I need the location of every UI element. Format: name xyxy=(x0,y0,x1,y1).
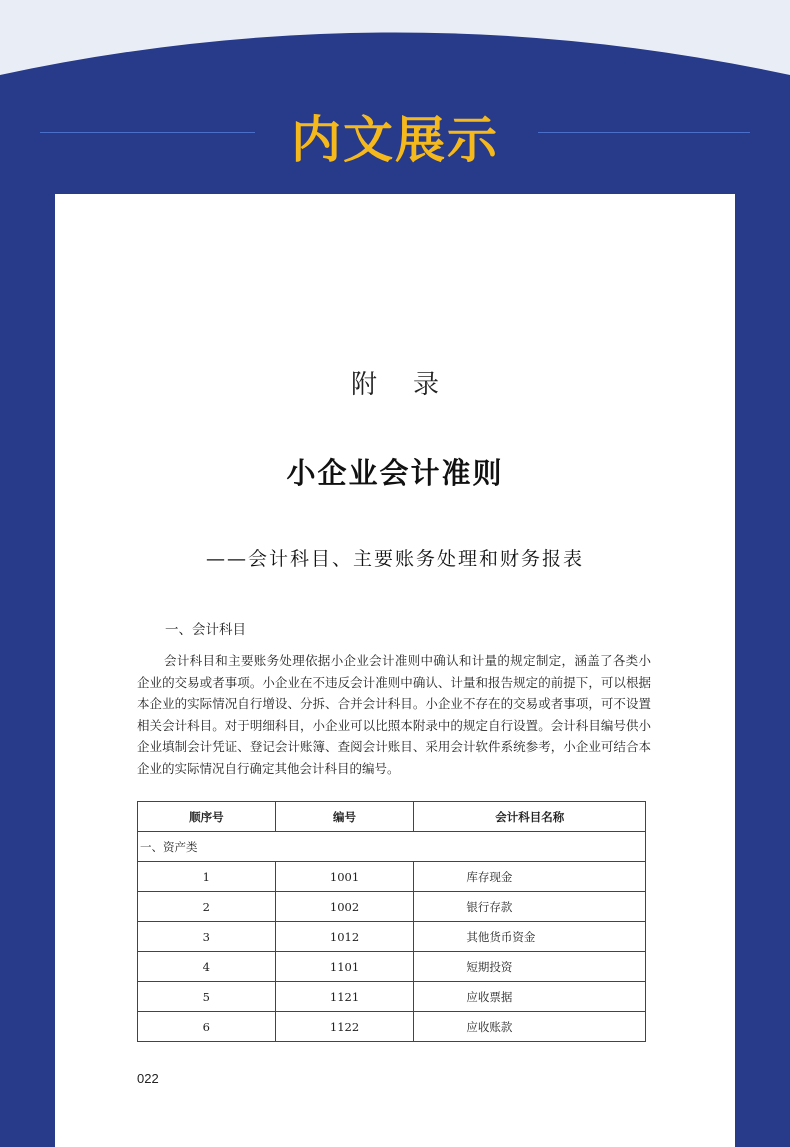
header-title: 内文展示 xyxy=(291,111,499,169)
row-name: 库存现金 xyxy=(414,862,646,892)
header-name: 会计科目名称 xyxy=(414,802,646,832)
row-name: 其他货币资金 xyxy=(414,922,646,952)
accounts-table xyxy=(137,801,646,1042)
row-name: 应收票据 xyxy=(414,982,646,1012)
header-code: 编号 xyxy=(275,802,414,832)
page-title: 小企业会计准则 xyxy=(286,456,504,490)
row-name: 银行存款 xyxy=(414,892,646,922)
page-number: 022 xyxy=(137,1071,159,1086)
row-seq: 2 xyxy=(138,892,276,922)
table-row xyxy=(138,892,646,922)
row-seq: 1 xyxy=(138,862,276,892)
table-row xyxy=(138,952,646,982)
page-subtitle: ——会计科目、主要账务处理和财务报表 xyxy=(205,548,584,570)
row-name: 应收账款 xyxy=(414,1012,646,1042)
row-code: 1122 xyxy=(275,1012,414,1042)
table-header-row xyxy=(138,802,646,832)
table-category-row xyxy=(138,832,646,862)
table-row xyxy=(138,862,646,892)
category-label: 一、资产类 xyxy=(138,832,646,862)
table-row xyxy=(138,922,646,952)
table-row xyxy=(138,1012,646,1042)
row-seq: 4 xyxy=(138,952,276,982)
row-seq: 3 xyxy=(138,922,276,952)
row-code: 1121 xyxy=(275,982,414,1012)
row-code: 1002 xyxy=(275,892,414,922)
row-code: 1001 xyxy=(275,862,414,892)
book-page xyxy=(55,194,735,1147)
section-heading: 一、会计科目 xyxy=(165,622,246,638)
row-seq: 6 xyxy=(138,1012,276,1042)
row-name: 短期投资 xyxy=(414,952,646,982)
table-row xyxy=(138,982,646,1012)
row-code: 1101 xyxy=(275,952,414,982)
appendix-label: 附录 xyxy=(350,370,475,400)
row-seq: 5 xyxy=(138,982,276,1012)
header-seq: 顺序号 xyxy=(138,802,276,832)
body-paragraph: 会计科目和主要账务处理依据小企业会计准则中确认和计量的规定制定，涵盖了各类小企业的交易或者事项。小企业在不违反会计准则中确认、计量和报告规定的前提下，可以根据本企业的实际情况自行增设、分拆、合并会计科目。小企业不存在的交易或者事项，可不设置相关会计科目。对于明细科目，小企业可以比照本附录中的规定自行设置。会计科目编号供小企业填制会计凭证、登记会计账簿、查阅会计账目、采用会计软件系统参考，小企业可结合本企业的实际情况自行确定其他会计科目的编号。 xyxy=(137,653,651,776)
row-code: 1012 xyxy=(275,922,414,952)
